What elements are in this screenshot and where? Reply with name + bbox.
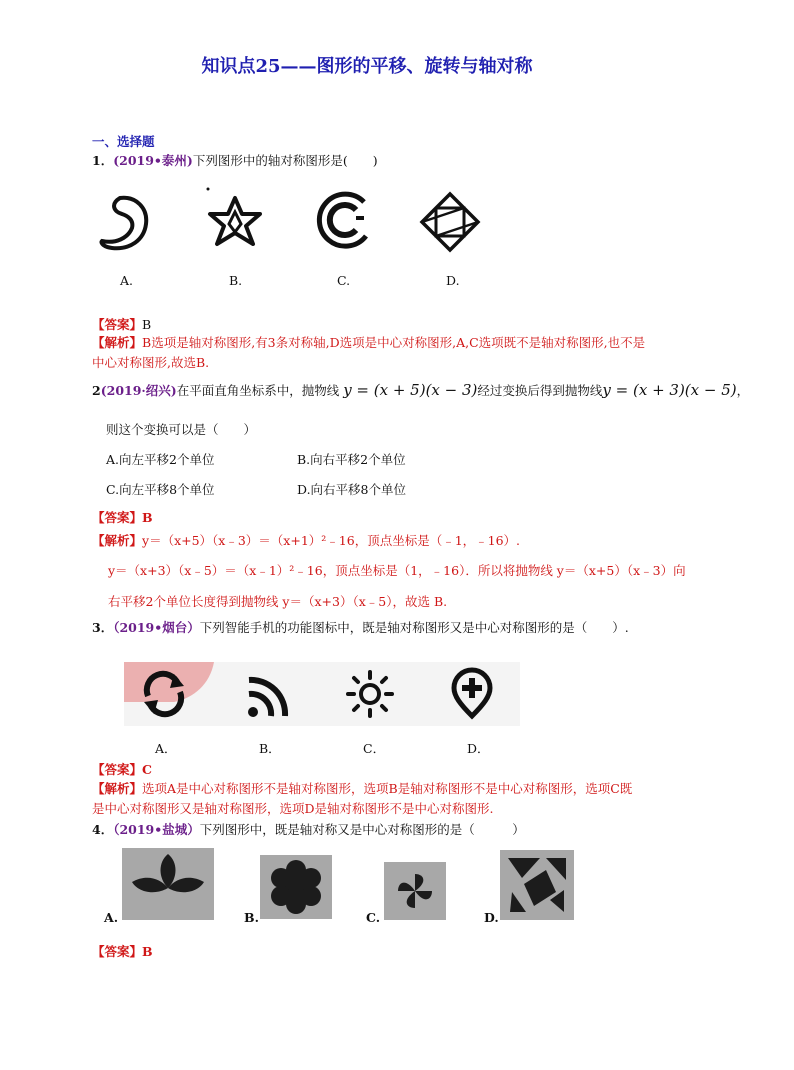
equation-2: y = (x + 3)(x − 5) [602,381,737,399]
q4-figure-c-windmill [384,862,446,920]
question-1 [92,151,378,169]
analysis-tag: 【解析】 [92,781,143,796]
page-title: 知识点25——图形的平移、旋转与轴对称 [201,56,533,77]
question-4 [92,820,525,838]
q1-figure-d-pinwheel [416,190,484,256]
location-plus-icon [446,666,498,722]
question-number: 4． [92,822,114,837]
section-heading: 一、选择题 [92,134,155,149]
question-stem-a: 在平面直角坐标系中，抛物线 [176,383,340,398]
q3-option-d: D． [467,741,490,756]
q1-figure-c-circle [312,188,374,254]
q3-analysis-line-2: 是中心对称图形又是轴对称图形，选项D是轴对称图形不是中心对称图形. [92,801,494,816]
q2-answer [92,507,153,526]
q3-option-b: B． [259,741,281,756]
q2-option-b: B.向右平移2个单位 [297,452,406,467]
answer-tag: 【答案】 [92,944,143,959]
q3-analysis-line-1 [92,779,632,797]
answer-value: C [142,762,152,777]
q1-figure-b-star [205,186,265,254]
q1-option-d: D. [446,273,460,288]
answer-tag: 【答案】 [92,510,143,525]
q1-option-c: C. [337,273,351,288]
question-number: 1． [92,153,114,168]
answer-value: B [142,944,153,959]
q2-analysis-line-1 [92,531,520,549]
q4-figure-d-tangram [500,850,574,920]
q2-analysis-line-2: y＝（x+3）（x﹣5）＝（x﹣1）²﹣16，顶点坐标是（1，﹣16）．所以将抛物线 y＝（x+5）（x﹣3）向 [108,563,686,578]
q1-figure-a-paisley [98,192,158,257]
question-source: (2019•泰州) [113,153,193,168]
question-2 [92,381,749,399]
q1-answer [92,314,151,333]
question-stem-c: ， [736,383,750,398]
q4-answer [92,941,153,960]
equation-1: y = (x + 5)(x − 3) [343,381,478,399]
question-2-line-2: 则这个变换可以是（ ） [106,422,257,437]
answer-value: B [142,317,152,332]
q2-option-d: D.向右平移8个单位 [297,482,407,497]
q2-option-a: A.向左平移2个单位 [106,452,215,467]
analysis-text: 选项A是中心对称图形不是轴对称图形，选项B是轴对称图形不是中心对称图形，选项C既 [142,781,633,796]
sun-icon [344,668,396,720]
question-number: 3． [92,620,114,635]
answer-value: B [142,510,153,525]
question-source: （2019•盐城） [113,822,200,837]
q2-analysis-line-3: 右平移2个单位长度得到抛物线 y＝（x+3）（x﹣5），故选 B. [108,594,448,609]
answer-tag: 【答案】 [92,762,143,777]
q3-option-a: A． [155,741,177,756]
q4-figure-a-three-leaves [122,848,214,920]
q4-option-c: C. [366,910,381,925]
analysis-tag: 【解析】 [92,335,143,350]
q1-option-b: B. [229,273,243,288]
analysis-tag: 【解析】 [92,533,143,548]
question-stem: 下列智能手机的功能图标中，既是轴对称图形又是中心对称图形的是（ ）. [199,620,629,635]
q1-analysis-line-2: 中心对称图形,故选B. [92,355,210,370]
question-source: （2019•烟台） [113,620,200,635]
q4-option-b: B. [244,910,259,925]
q2-option-c: C.向左平移8个单位 [106,482,215,497]
question-stem: 下列图形中的轴对称图形是( ) [192,153,378,168]
answer-tag: 【答案】 [92,317,143,332]
q4-option-d: D. [484,910,499,925]
question-source: (2019·绍兴) [100,383,177,398]
analysis-text: y＝（x+5）（x﹣3）＝（x+1）²﹣16，顶点坐标是（﹣1，﹣16）. [142,533,521,548]
q4-option-a: A. [104,910,119,925]
analysis-text: B选项是轴对称图形,有3条对称轴,D选项是中心对称图形,A,C选项既不是轴对称图形,也不是 [142,335,646,350]
q3-answer [92,759,152,778]
sync-icon [138,668,190,720]
q1-option-a: A. [120,273,134,288]
question-3 [92,618,629,636]
question-number: 2 [92,383,101,398]
question-stem-b: 经过变换后得到抛物线 [477,383,603,398]
q3-option-c: C． [363,741,386,756]
question-stem: 下列图形中，既是轴对称又是中心对称图形的是（ ） [199,822,525,837]
q4-figure-b-flower [260,855,332,919]
wifi-icon [245,668,297,720]
q1-analysis-line-1 [92,333,645,351]
